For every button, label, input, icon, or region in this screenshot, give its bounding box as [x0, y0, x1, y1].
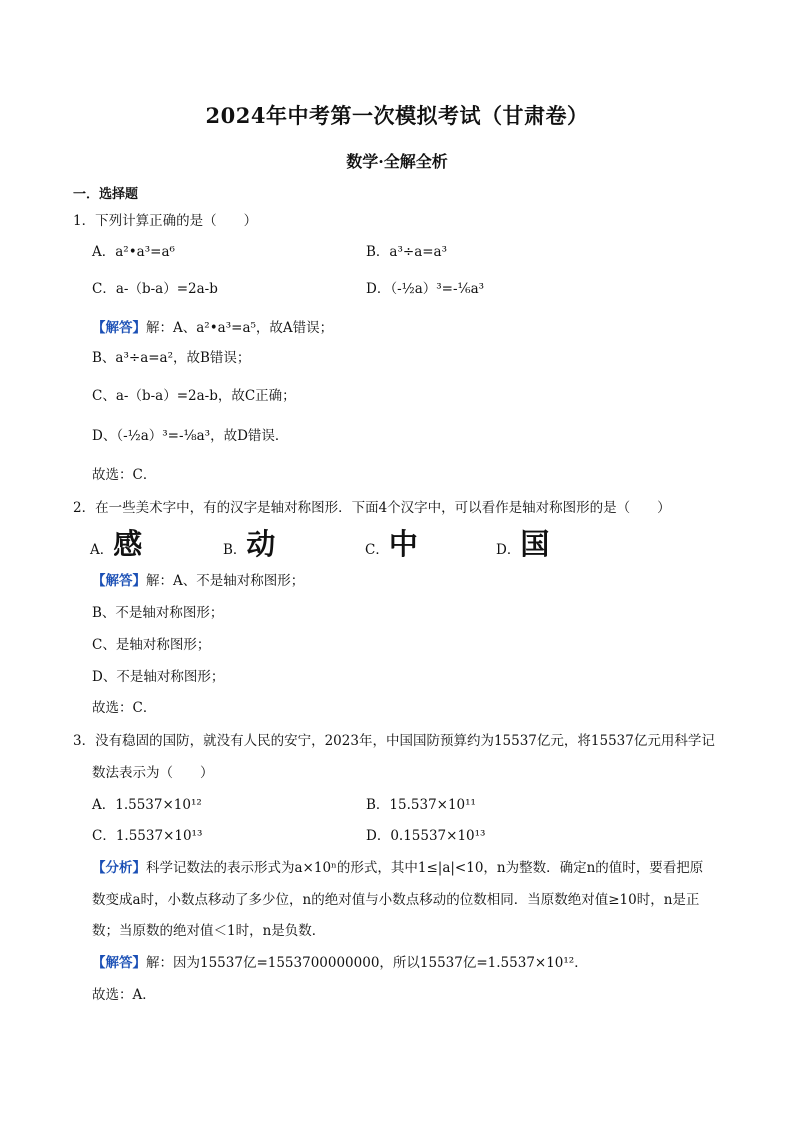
- q1-answer-line-1: [92, 316, 333, 336]
- q3-solution-line: [92, 951, 588, 971]
- q2-option-c: [365, 522, 418, 563]
- q2-answer-tag: 【解答】: [92, 573, 146, 589]
- q2-option-b: [223, 522, 275, 563]
- q1-answer-line-3: C、a-（b-a）=2a-b，故C正确；: [92, 388, 296, 404]
- q2-option-c-char: 中: [388, 527, 418, 561]
- q2-answer-text: 解：A、不是轴对称图形；: [146, 573, 305, 589]
- q3-analysis-text: 科学记数法的表示形式为a×10ⁿ的形式，其中1≤|a|<10，n为整数．确定n的值时，要看把原: [146, 860, 704, 876]
- page-subtitle: 数学·全解全析: [346, 152, 448, 171]
- q3-option-c: C．1.5537×10¹³: [92, 828, 203, 844]
- q2-answer-line-3: C、是轴对称图形；: [92, 637, 211, 653]
- q3-option-b: B．15.537×10¹¹: [366, 797, 476, 813]
- q3-choice: 故选：A．: [92, 987, 156, 1003]
- q1-answer-tag: 【解答】: [92, 320, 146, 336]
- q2-answer-line-1: [92, 569, 304, 589]
- q1-option-a: A．a²•a³=a⁶: [92, 244, 175, 260]
- q2-option-b-char: 动: [246, 527, 276, 561]
- q3-option-a: A．1.5537×10¹²: [92, 797, 202, 813]
- q2-option-c-letter: C．: [365, 542, 389, 558]
- q3-solution-text: 解：因为15537亿=1553700000000，所以15537亿=1.5537×10¹²．: [146, 955, 588, 971]
- q2-option-a-letter: A．: [90, 542, 114, 558]
- q2-stem: 2．在一些美术字中，有的汉字是轴对称图形．下面4个汉字中，可以看作是轴对称图形的是（ ）: [73, 500, 671, 516]
- q3-stem-line-2: 数法表示为（ ）: [92, 765, 214, 781]
- q2-choice: 故选：C．: [92, 700, 157, 716]
- q2-answer-line-2: B、不是轴对称图形；: [92, 605, 224, 621]
- q1-option-c: C．a-（b-a）=2a-b: [92, 281, 218, 297]
- page-title: 2024年中考第一次模拟考试（甘肃卷）: [205, 103, 589, 128]
- q3-analysis-line-1: [92, 856, 703, 876]
- q3-analysis-line-3: 数；当原数的绝对值＜1时，n是负数．: [92, 923, 326, 939]
- q2-option-b-letter: B．: [223, 542, 247, 558]
- q3-analysis-tag: 【分析】: [92, 860, 146, 876]
- q1-answer-line-2: B、a³÷a=a²，故B错误；: [92, 350, 251, 366]
- q1-option-d: D．（-½a）³=-⅙a³: [366, 281, 485, 297]
- q2-option-d-letter: D．: [496, 542, 521, 558]
- section-heading: 一．选择题: [73, 187, 139, 202]
- q1-option-b: B．a³÷a=a³: [366, 244, 448, 260]
- q1-stem: 1．下列计算正确的是（ ）: [73, 213, 258, 229]
- q2-answer-line-4: D、不是轴对称图形；: [92, 669, 225, 685]
- q1-choice: 故选：C．: [92, 467, 157, 483]
- q1-answer-line-4: D、（-½a）³=-⅛a³，故D错误．: [92, 428, 289, 444]
- q3-stem-line-1: 3．没有稳固的国防，就没有人民的安宁，2023年，中国国防预算约为15537亿元，将15537亿元用科学记: [73, 733, 715, 749]
- q3-solution-tag: 【解答】: [92, 955, 146, 971]
- q3-option-d: D．0.15537×10¹³: [366, 828, 486, 844]
- q3-analysis-line-2: 数变成a时，小数点移动了多少位，n的绝对值与小数点移动的位数相同．当原数绝对值≥10时，n是正: [92, 892, 700, 908]
- q2-option-a-char: 感: [113, 527, 143, 561]
- q2-option-d-char: 国: [520, 527, 550, 561]
- q1-answer-text: 解：A、a²•a³=a⁵，故A错误；: [146, 320, 334, 336]
- q2-option-d: [496, 522, 549, 563]
- q2-option-a: [90, 522, 142, 563]
